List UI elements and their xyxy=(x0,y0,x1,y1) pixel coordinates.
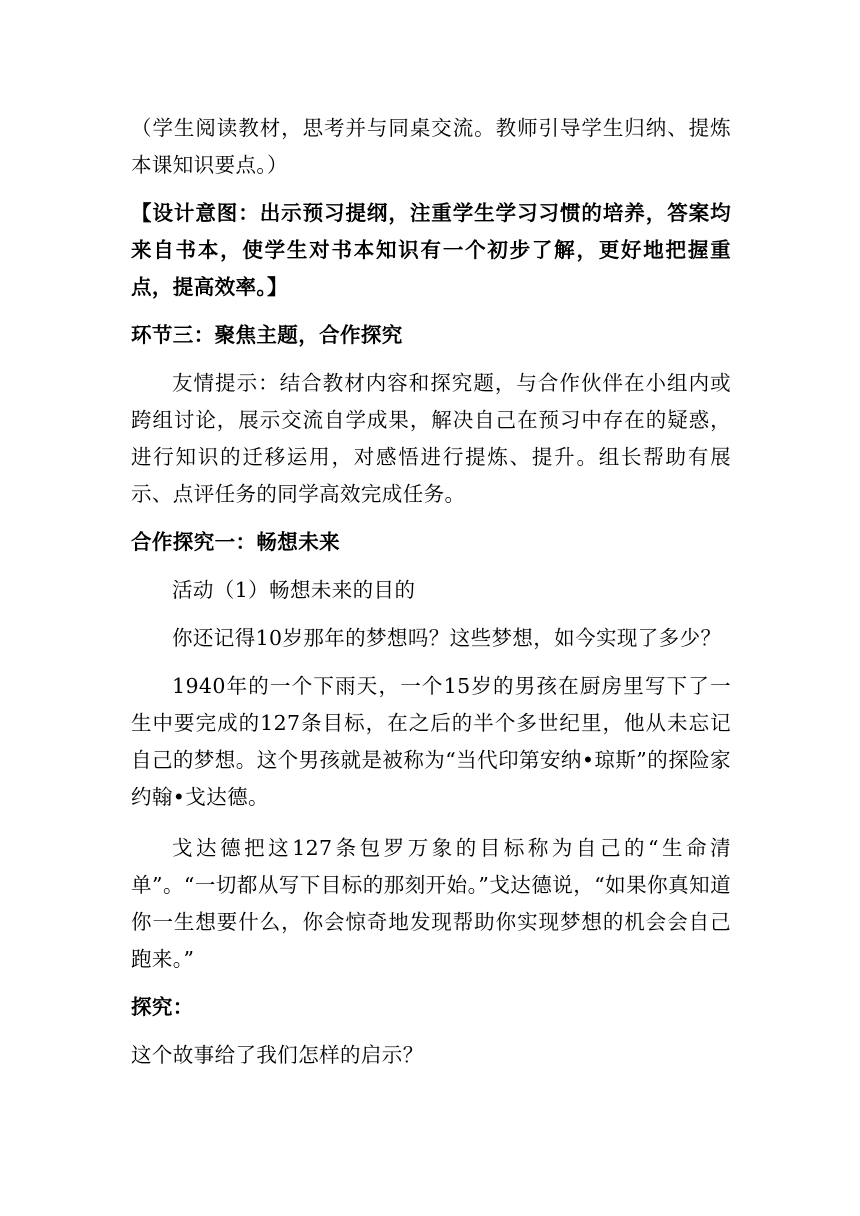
story-paragraph-one: 1940年的一个下雨天，一个15岁的男孩在厨房里写下了一生中要完成的127条目标，在之后的半个多世纪里，他从未忘记自己的梦想。这个男孩就是被称为“当代印第安纳•琼斯”的探险家约翰•戈达德。 xyxy=(131,674,731,809)
activity-one-title: 活动（1）畅想未来的目的 xyxy=(172,578,416,602)
inquiry-heading: 探究： xyxy=(131,995,194,1019)
section-heading-stage-three: 环节三：聚焦主题，合作探究 xyxy=(131,323,403,347)
document-page xyxy=(131,110,731,1074)
section-heading-cooperative-inquiry-one: 合作探究一：畅想未来 xyxy=(131,530,340,554)
design-intent: 【设计意图：出示预习提纲，注重学生学习习惯的培养，答案均来自书本，使学生对书本知识有一个初步了解，更好地把握重点，提高效率。】 xyxy=(131,201,731,299)
friendly-tip-paragraph: 友情提示：结合教材内容和探究题，与合作伙伴在小组内或跨组讨论，展示交流自学成果，解决自己在预习中存在的疑惑，进行知识的迁移运用，对感悟进行提炼、提升。组长帮助有展示、点评任务的同学高效完成任务。 xyxy=(131,371,731,506)
question-paragraph: 你还记得10岁那年的梦想吗？这些梦想，如今实现了多少？ xyxy=(172,626,722,650)
student-activity-note: （学生阅读教材，思考并与同桌交流。教师引导学生归纳、提炼本课知识要点。） xyxy=(131,116,731,177)
story-paragraph-two: 戈达德把这127条包罗万象的目标称为自己的“生命清单”。“一切都从写下目标的那刻开始。”戈达德说，“如果你真知道你一生想要什么，你会惊奇地发现帮助你实现梦想的机会会自己跑来。” xyxy=(131,836,731,971)
inquiry-question: 这个故事给了我们怎样的启示？ xyxy=(131,1043,424,1067)
